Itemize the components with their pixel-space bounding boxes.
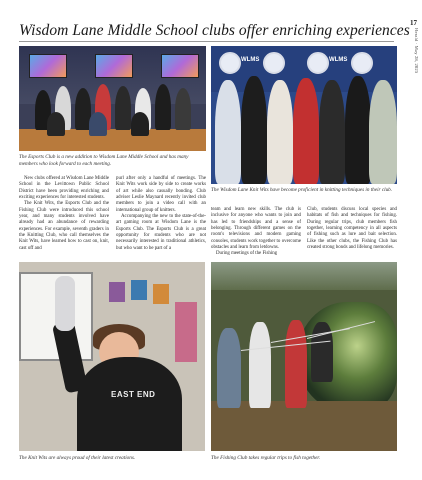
article-paragraph: During meetings of the Fishing <box>216 251 278 257</box>
fishing-caption: The Fishing Club takes regular trips to fish together. <box>211 455 321 461</box>
article-paragraph: New clubs offered at Wisdom Lane Middle School in the Levittown Public School District have been providing enriching and exciting experiences for interested students. <box>19 176 109 201</box>
knit-proud-caption: The Knit Wits are always proud of their latest creations. <box>19 455 136 461</box>
article-column-2 <box>116 176 206 252</box>
shirt-text: EAST END <box>111 390 156 399</box>
banner-text-2: WLMS <box>329 57 348 63</box>
article-paragraph: Club, students discuss local species and habitats of fish and techniques for fishing. During regular trips, club members fish together, learning competency in all aspects of fishing such as lure and bait selection. Like the other clubs, the Fishing Club has created strong bonds and lifelong memories. <box>307 207 397 251</box>
article-paragraph: purl after only a handful of meetings. The Knit Wits work side by side to create works of art while also casually bonding. Club adviser Leslie Maynard recently invited club members to join a video call with an international group of knitters. <box>116 176 206 213</box>
article-paragraph: The Knit Wits, the Esports Club and the Fishing Club were introduced this school year, and many students involved have already had an abundance of rewarding experiences. For example, seventh graders in the Knitting Club, who call themselves the Knit Wits, have learned how to cast on, knit, cast off and <box>19 201 109 251</box>
knit-wits-proud-photo <box>19 262 205 451</box>
knit-caption: The Wisdom Lane Knit Wits have become proficient in knitting techniques in their club. <box>211 187 393 193</box>
headline-rule <box>19 41 394 42</box>
article-paragraph: Accompanying the new to the state-of-the-art gaming room at Wisdom Lane is the Esports Club. The Esports Club is a great opportunity for students who are not necessarily interested in traditional athletics, but who want to be part of a <box>116 214 206 251</box>
fishing-club-photo <box>211 262 397 451</box>
knitted-puppet <box>55 276 75 331</box>
esports-club-photo <box>19 46 206 151</box>
knit-wits-photo <box>211 46 397 184</box>
banner-text: WLMS <box>241 57 260 63</box>
article-column-4 <box>307 207 397 251</box>
article-column-3 <box>211 207 301 258</box>
headline: Wisdom Lane Middle School clubs offer enriching experiences <box>19 22 410 39</box>
article-paragraph: team and learn new skills. The club is inclusive for anyone who wants to join and has led to friendships and a sense of belonging. Through different games on the room's televisions and modern gaming consoles, students work together to overcome obstacles and learn from letdowns. <box>211 207 301 251</box>
esports-caption: The Esports Club is a new addition to Wisdom Lane Middle School and has many members who look forward to each meeting. <box>19 154 189 167</box>
article-column-1 <box>19 176 109 252</box>
side-date: Herald · May 28, 2025 <box>414 28 419 74</box>
page-number: 17 <box>410 19 417 27</box>
